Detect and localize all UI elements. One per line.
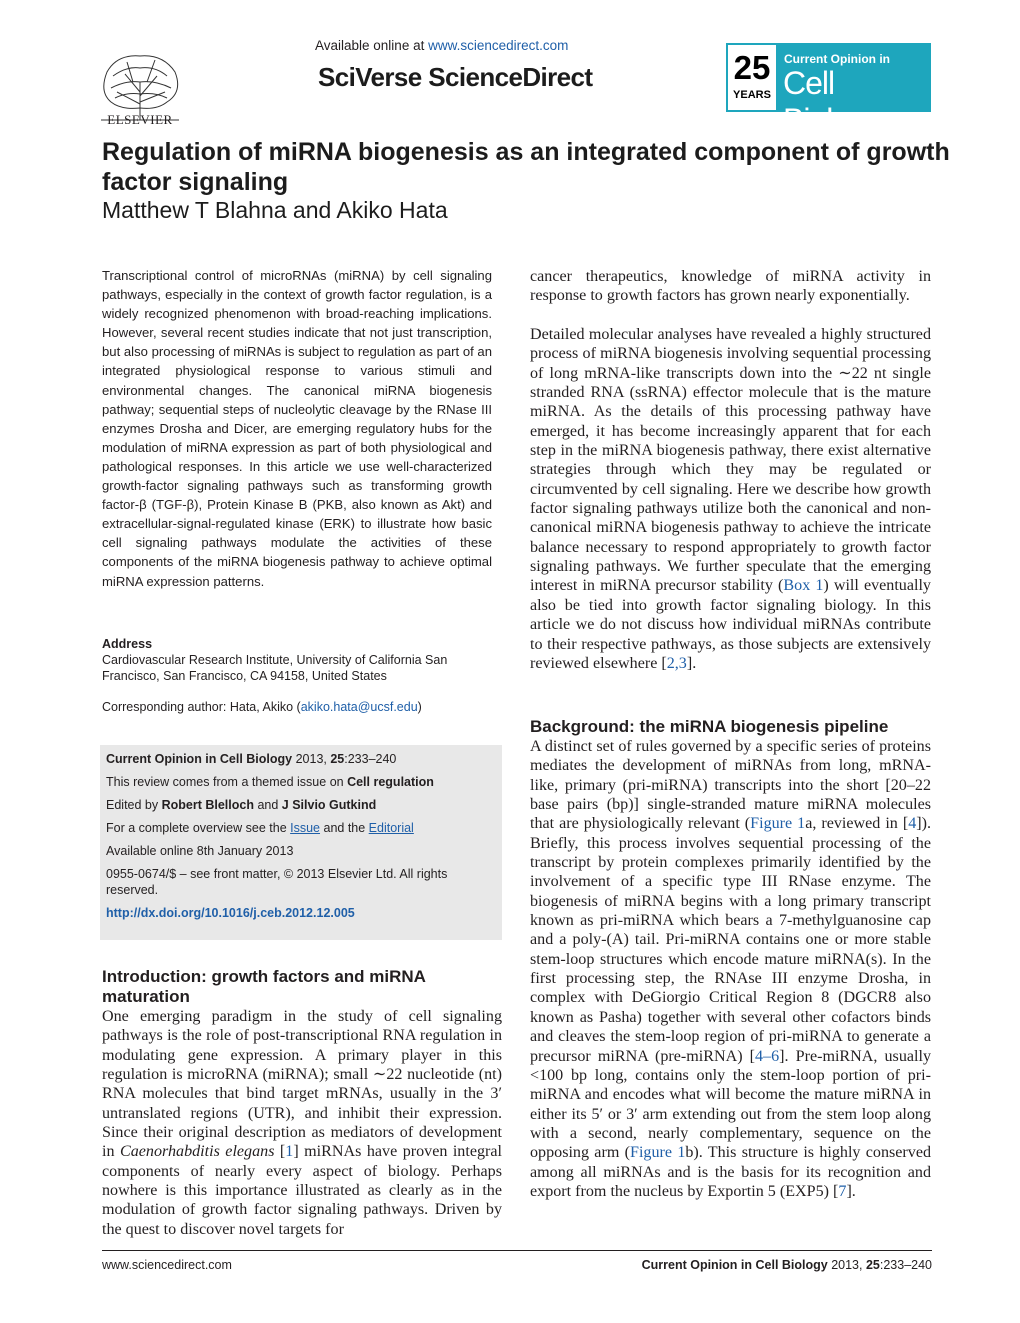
copyright-line: 0955-0674/$ – see front matter, © 2013 Elsevier Ltd. All rights reserved. [106, 867, 448, 897]
editor-1: Robert Blelloch [161, 798, 254, 812]
address-heading: Address [102, 637, 153, 651]
right-paragraph-2 [530, 325, 931, 673]
introduction-body [102, 1007, 502, 1239]
journal-series: Current Opinion in [784, 52, 890, 66]
footer-rule [102, 1250, 932, 1251]
author-email-link[interactable]: akiko.hata@ucsf.edu [300, 700, 418, 714]
reference-link[interactable]: 7 [838, 1182, 847, 1200]
corresponding-author [102, 700, 502, 714]
available-online-line [315, 38, 568, 53]
footer-url[interactable]: www.sciencedirect.com [102, 1258, 232, 1272]
reference-link[interactable]: 1 [285, 1143, 294, 1161]
article-title: Regulation of miRNA biogenesis as an integrated component of growth factor signaling [102, 138, 950, 196]
footer-volume: 25 [865, 1258, 880, 1272]
available-prefix: Available online at [315, 38, 429, 53]
bg-text-a: A distinct set of rules governed by a specific series of proteins mediates the development of miRNAs from long, mRNA-like, primary (pri-miRNA) transcripts into the short [20–22 base pairs (bp)] single-stranded mature miRNA molecules that are physiologically relevant ( [530, 738, 931, 833]
introduction-heading: Introduction: growth factors and miRNA maturation [102, 967, 426, 1006]
citation-line [106, 751, 491, 767]
citation-year: 2013, [292, 752, 331, 766]
overview-line [106, 820, 491, 836]
p2-text-a: Detailed molecular analyses have revealed a highly structured process of miRNA biogenesis involving sequential processing of long mRNA-like transcripts down into the ∼22 nt single stranded RNA (ssRNA) effector molecule that is the mature miRNA. As the details of this processing pathway have emerged, it has become increasingly apparent that for each step in the miRNA biogenesis pathway, there exist alternative strategies through which they may be regulated or circumvented by cell signaling. Here we describe how growth factor signaling pathways utilize both the canonical and non-canonical miRNA biogenesis pathway to achieve the intricate balance necessary to respond appropriately to growth factor signaling pathways. We further speculate that the emerging interest in miRNA precursor stability ( [530, 326, 931, 595]
citation-pages: :233–240 [344, 752, 397, 766]
background-body [530, 737, 931, 1201]
doi-link[interactable] [106, 905, 491, 921]
themed-prefix: This review comes from a themed issue on [106, 775, 348, 789]
bg-text-e: b). This structure is highly conserved among all miRNAs and is the basis for its recognition and export from the nucleus by Exportin 5 (EXP5) [ [530, 1144, 932, 1200]
figure-1-link[interactable]: Figure 1 [630, 1144, 686, 1162]
doi-text[interactable]: http://dx.doi.org/10.1016/j.ceb.2012.12.005 [106, 906, 355, 920]
footer-year: 2013, [827, 1258, 866, 1272]
editor-and: and [253, 798, 282, 812]
overview-and: and the [320, 821, 369, 835]
sciverse-title: SciVerse ScienceDirect [318, 62, 593, 92]
sciencedirect-link[interactable]: www.sciencedirect.com [428, 38, 569, 53]
bg-text-d: ]. Pre-miRNA, usually <100 bp long, contains only the stem-loop portion of pri-miRNA and encodes what will become the mature miRNA in either its 5′ or 3′ arm extending out from the stem loop along with a second, nearly complementary, sequence on the opposing arm ( [530, 1047, 931, 1162]
editor-2: J Silvio Gutkind [281, 798, 377, 812]
footer-pages: :233–240 [879, 1258, 932, 1272]
corresponding-prefix: Corresponding author: Hata, Akiko ( [102, 700, 301, 714]
right-paragraph-1: cancer therapeutics, knowledge of miRNA activity in response to growth factors has grown nearly exponentially. [530, 268, 931, 305]
intro-text-2: [ [274, 1143, 286, 1161]
figure-1-link[interactable]: Figure 1 [750, 815, 806, 833]
publisher-name: ELSEVIER [107, 112, 173, 127]
journal-logo [726, 43, 931, 138]
reference-link[interactable]: 4–6 [755, 1047, 780, 1065]
address-text: Cardiovascular Research Institute, University of California San Francisco, San Francisco, CA 94158, United States [102, 653, 448, 683]
footer-citation [602, 1258, 932, 1272]
intro-text-1: One emerging paradigm in the study of cell signaling pathways is the role of post-transcriptional RNA regulation in modulating gene expression. A primary player in this regulation is microRNA (miRNA); small ∼22 nucleotide (nt) RNA molecules that bind target mRNAs, usually in the 3′ untranslated regions (UTR), and inhibit their expression. Since their original description as mediators of development in [102, 1008, 502, 1161]
bg-text-b: a, reviewed in [ [805, 815, 909, 833]
overview-prefix: For a complete overview see the [106, 821, 291, 835]
article-authors: Matthew T Blahna and Akiko Hata [102, 197, 448, 223]
journal-name: Cell Biology [783, 65, 881, 138]
citation-volume: 25 [330, 752, 345, 766]
edited-prefix: Edited by [106, 798, 162, 812]
reference-link[interactable]: 2,3 [666, 654, 687, 672]
footer-journal: Current Opinion in Cell Biology [641, 1258, 828, 1272]
corresponding-suffix: ) [417, 700, 422, 714]
background-heading: Background: the miRNA biogenesis pipeline [530, 717, 889, 736]
bg-text-c: ]). Briefly, this process involves sequential processing of the transcript by protein complexes primarily identified by the involvement of a specific type III RNase enzyme. The biogenesis of miRNA begins with a long primary transcript known as pri-miRNA which bears a 7-methylguanosine cap and a poly-(A) tail. Pri-miRNA contains one or more stable stem-loop structures which encode mature miRNA(s). In the first processing step, the RNAse III enzyme Drosha, in complex with DeGiorgio Critical Region 8 (DGCR8 also known as Pasha) together with several other cofactors binds and cleaves the stem-loop region of pri-miRNA to generate a precursor miRNA (pre-miRNA) [ [530, 815, 932, 1065]
editors-line [106, 797, 491, 813]
p2-text-c: ]. [686, 654, 697, 672]
anniversary-years-label: YEARS [733, 89, 771, 101]
species-name: Caenorhabditis elegans [119, 1143, 275, 1161]
available-online-date: Available online 8th January 2013 [106, 844, 294, 858]
box-1-link[interactable]: Box 1 [783, 577, 824, 595]
citation-box [100, 745, 502, 940]
intro-text-3: ] miRNAs have proven integral components of nearly every aspect of biology. Perhaps nowhere is this importance illustrated as clearly as in the modulation of growth factor signaling pathways. Driven by the quest to discover novel targets for [102, 1143, 502, 1238]
anniversary-years-number: 25 [733, 49, 771, 86]
citation-journal: Current Opinion in Cell Biology [106, 752, 293, 766]
reference-link[interactable]: 4 [908, 815, 917, 833]
themed-issue-line [106, 774, 491, 790]
abstract: Transcriptional control of microRNAs (miRNA) by cell signaling pathways, especially in the context of growth factor regulation, is a widely recognized phenomenon with broad-reaching implications. However, several recent studies indicate that not just transcription, but also processing of miRNAs is subject to regulation as part of an integrated physiological response to various stimuli and environmental changes. The canonical miRNA biogenesis pathway; sequential steps of nucleolytic cleavage by the RNase III enzymes Drosha and Dicer, are emerging regulatory hubs for the modulation of miRNA expression as part of both physiological and pathological responses. In this article we use well-characterized growth-factor signaling pathways such as transforming growth factor-β (TGF-β), Protein Kinase B (PKB, also known as Akt) and extracellular-signal-regulated kinase (ERK) to illustrate how basic cell signaling pathways modulate the activities of these components of the miRNA biogenesis pathway to achieve optimal miRNA expression patterns. [102, 268, 492, 589]
anniversary-badge [726, 43, 778, 112]
issue-link[interactable]: Issue [290, 821, 321, 835]
editorial-link[interactable]: Editorial [368, 821, 414, 835]
theme-name: Cell regulation [347, 775, 434, 789]
bg-text-f: ]. [846, 1182, 856, 1200]
p2-text-b: ) will eventually also be tied into growth factor signaling biology. In this article we do not discuss how individual miRNAs contribute to their respective pathways, as those subjects are extensively reviewed elsewhere [ [530, 577, 931, 672]
